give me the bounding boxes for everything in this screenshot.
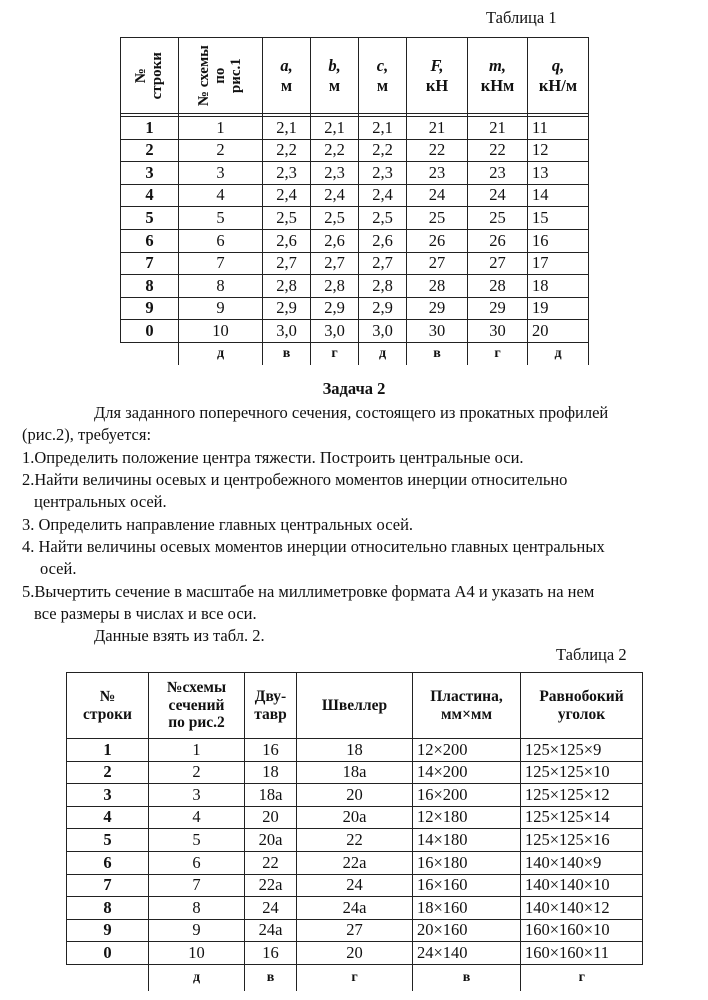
table2-cell: 125×125×14 [521,806,643,829]
table1-cell: 2,2 [263,139,311,162]
table1-cell: 9 [121,297,179,320]
table1-cell: 2,8 [311,275,359,298]
table1-header-m: m, кНм [468,38,528,114]
table2-cell: 160×160×10 [521,919,643,942]
table1-cell: 13 [528,162,589,185]
table1-cell: 2,6 [311,229,359,252]
table1-header-a: a, м [263,38,311,114]
table2 [66,672,643,991]
table1-cell: 1 [179,117,263,140]
table2-row [67,851,643,874]
table1-cell: 25 [407,207,468,230]
table2-cell: 8 [67,897,149,920]
table1-cell: 2,6 [263,229,311,252]
table1-cell: 2,3 [311,162,359,185]
task-item-5: 5.Вычертить сечение в масштабе на миллиметровке формата А4 и указать на нем [22,582,595,601]
table1-cell: 2,9 [359,297,407,320]
table2-legend-row [67,964,643,991]
table1-cell: 2 [121,139,179,162]
table2-header-row-no: № строки [67,673,149,739]
table2-cell: 24×140 [413,942,521,965]
table2-cell: 8 [149,897,245,920]
table2-cell: 18 [297,739,413,762]
table1-cell: 11 [528,117,589,140]
table1-row [121,320,589,343]
table2-row [67,874,643,897]
table1-cell: 8 [121,275,179,298]
table1-cell: 5 [179,207,263,230]
table1-legend-cell: д [359,342,407,365]
table1-cell: 17 [528,252,589,275]
table1-cell: 30 [407,320,468,343]
table2-cell: 7 [149,874,245,897]
table2-cell: 22а [245,874,297,897]
table2-cell: 14×200 [413,761,521,784]
table2-cell: 125×125×9 [521,739,643,762]
table1-cell: 27 [468,252,528,275]
table1-cell: 6 [179,229,263,252]
table1-header-c: c, м [359,38,407,114]
table1-cell: 24 [407,184,468,207]
table2-cell: 5 [67,829,149,852]
table2-cell: 140×140×9 [521,851,643,874]
table1-cell: 4 [179,184,263,207]
table1-cell: 28 [407,275,468,298]
table2-cell: 18а [245,784,297,807]
table2-header-channel: Швеллер [297,673,413,739]
table1-cell: 20 [528,320,589,343]
table2-cell: 27 [297,919,413,942]
table2-legend-cell: д [149,964,245,991]
table1-cell: 12 [528,139,589,162]
table2-cell: 2 [149,761,245,784]
task-item-4-cont: осей. [40,559,77,578]
table2-cell: 10 [149,942,245,965]
table2-cell: 22а [297,851,413,874]
table1-cell: 2,4 [359,184,407,207]
table2-cell: 16×180 [413,851,521,874]
table2-cell: 2 [67,761,149,784]
table2-header-plate: Пластина, мм×мм [413,673,521,739]
table1-cell: 28 [468,275,528,298]
table1-cell: 10 [179,320,263,343]
table2-cell: 18 [245,761,297,784]
table1-cell: 18 [528,275,589,298]
table1-legend-cell [121,342,179,365]
table1-cell: 2,2 [359,139,407,162]
table1-row [121,207,589,230]
table2-header-angle: Равнобокий уголок [521,673,643,739]
table1-header-row [121,38,589,114]
table2-cell: 5 [149,829,245,852]
table2-header-row [67,673,643,739]
table1-cell: 26 [468,229,528,252]
table1-cell: 29 [468,297,528,320]
table1-cell: 4 [121,184,179,207]
table1-cell: 2,4 [263,184,311,207]
table2-cell: 3 [149,784,245,807]
table1-cell: 16 [528,229,589,252]
table1-cell: 3 [179,162,263,185]
table1-cell: 23 [468,162,528,185]
table2-cell: 9 [67,919,149,942]
table1-cell: 9 [179,297,263,320]
table1-cell: 2,7 [311,252,359,275]
table1-caption: Таблица 1 [486,8,557,27]
table2-row [67,806,643,829]
table1-header-scheme-no: № схемы по рис.1 [179,38,263,114]
table1-legend-cell: г [468,342,528,365]
table1-cell: 23 [407,162,468,185]
table2-cell: 14×180 [413,829,521,852]
table1-cell: 2,1 [359,117,407,140]
table2-cell: 20×160 [413,919,521,942]
task-item-2: 2.Найти величины осевых и центробежного моментов инерции относительно [22,470,568,489]
table1-cell: 25 [468,207,528,230]
table2-legend-cell: в [413,964,521,991]
task-item-5-cont: все размеры в числах и все оси. [34,604,257,623]
table2-cell: 7 [67,874,149,897]
table2-row [67,761,643,784]
table2-cell: 160×160×11 [521,942,643,965]
table2-cell: 0 [67,942,149,965]
table1-cell: 24 [468,184,528,207]
table2-cell: 6 [67,851,149,874]
table1-cell: 7 [121,252,179,275]
table1-row [121,117,589,140]
table1-cell: 22 [468,139,528,162]
table2-cell: 18×160 [413,897,521,920]
table1-header-b: b, м [311,38,359,114]
table2-cell: 125×125×16 [521,829,643,852]
table2-cell: 24 [245,897,297,920]
table1-legend-cell: в [263,342,311,365]
table2-row [67,897,643,920]
table1-cell: 7 [179,252,263,275]
table2-cell: 1 [67,739,149,762]
table2-cell: 6 [149,851,245,874]
table2-cell: 12×180 [413,806,521,829]
table2-cell: 22 [297,829,413,852]
task-item-2-cont: центральных осей. [34,492,167,511]
table2-header-scheme-no: №схемы сечений по рис.2 [149,673,245,739]
table1-cell: 21 [407,117,468,140]
task-intro-line1: Для заданного поперечного сечения, состоящего из прокатных профилей [94,403,609,422]
table2-cell: 20 [297,942,413,965]
table2-legend-cell: г [297,964,413,991]
table1-cell: 3 [121,162,179,185]
table2-cell: 16×200 [413,784,521,807]
table2-cell: 3 [67,784,149,807]
table1-cell: 2 [179,139,263,162]
task-item-4: 4. Найти величины осевых моментов инерции относительно главных центральных [22,537,605,556]
table2-cell: 125×125×12 [521,784,643,807]
table1-cell: 2,5 [311,207,359,230]
table2-body [67,739,643,965]
table2-cell: 20 [297,784,413,807]
table1-legend-row [121,342,589,365]
table2-row [67,829,643,852]
table1 [120,37,589,365]
table1-cell: 30 [468,320,528,343]
table2-cell: 4 [149,806,245,829]
table2-row [67,942,643,965]
table1-cell: 29 [407,297,468,320]
table1-cell: 8 [179,275,263,298]
table2-legend-cell: г [521,964,643,991]
table1-cell: 2,5 [359,207,407,230]
table2-row [67,919,643,942]
table2-cell: 1 [149,739,245,762]
table1-cell: 6 [121,229,179,252]
table1-cell: 3,0 [263,320,311,343]
task-title: Задача 2 [322,379,386,398]
table1-cell: 2,1 [263,117,311,140]
table2-cell: 18а [297,761,413,784]
table2-row [67,739,643,762]
table2-caption: Таблица 2 [556,645,627,664]
table2-cell: 16 [245,739,297,762]
table1-legend-cell: д [528,342,589,365]
table2-cell: 140×140×10 [521,874,643,897]
table2-legend-cell [67,964,149,991]
table1-legend-cell: г [311,342,359,365]
table1-header-q: q, кН/м [528,38,589,114]
table1-row [121,229,589,252]
table2-cell: 125×125×10 [521,761,643,784]
table1-row [121,252,589,275]
table2-cell: 4 [67,806,149,829]
table1-cell: 22 [407,139,468,162]
table2-cell: 20а [245,829,297,852]
table1-body [121,117,589,343]
table1-cell: 2,8 [263,275,311,298]
task-data-note: Данные взять из табл. 2. [94,626,265,645]
table1-row [121,297,589,320]
table2-cell: 16 [245,942,297,965]
table1-header-f: F, кН [407,38,468,114]
table1-cell: 21 [468,117,528,140]
table1-cell: 2,9 [263,297,311,320]
table2-cell: 20 [245,806,297,829]
task-item-1: 1.Определить положение центра тяжести. Построить центральные оси. [22,448,524,467]
table1-cell: 2,1 [311,117,359,140]
table1-cell: 2,6 [359,229,407,252]
table2-legend-cell: в [245,964,297,991]
table1-legend-cell: в [407,342,468,365]
table2-cell: 9 [149,919,245,942]
table2-cell: 22 [245,851,297,874]
table1-cell: 15 [528,207,589,230]
table1-cell: 14 [528,184,589,207]
table2-cell: 140×140×12 [521,897,643,920]
table1-cell: 2,3 [359,162,407,185]
table2-row [67,784,643,807]
table1-cell: 0 [121,320,179,343]
table1-cell: 2,9 [311,297,359,320]
table1-cell: 2,8 [359,275,407,298]
table1-header-row-no: № строки [121,38,179,114]
table1-row [121,162,589,185]
table2-header-i-beam: Дву- тавр [245,673,297,739]
table1-cell: 19 [528,297,589,320]
table1-row [121,184,589,207]
table1-cell: 2,7 [263,252,311,275]
table2-cell: 20а [297,806,413,829]
table1-legend-cell: д [179,342,263,365]
table2-cell: 16×160 [413,874,521,897]
table1-cell: 2,3 [263,162,311,185]
task-intro-line2: (рис.2), требуется: [22,425,152,444]
table1-row [121,275,589,298]
table2-cell: 24а [297,897,413,920]
table1-cell: 2,4 [311,184,359,207]
table1-cell: 26 [407,229,468,252]
table2-cell: 24а [245,919,297,942]
table1-cell: 3,0 [359,320,407,343]
table1-cell: 5 [121,207,179,230]
table2-cell: 12×200 [413,739,521,762]
table1-cell: 3,0 [311,320,359,343]
table1-cell: 2,2 [311,139,359,162]
task-item-3: 3. Определить направление главных центральных осей. [22,515,414,534]
table2-cell: 24 [297,874,413,897]
table1-row [121,139,589,162]
table1-cell: 27 [407,252,468,275]
table1-cell: 2,5 [263,207,311,230]
table1-cell: 1 [121,117,179,140]
table1-cell: 2,7 [359,252,407,275]
